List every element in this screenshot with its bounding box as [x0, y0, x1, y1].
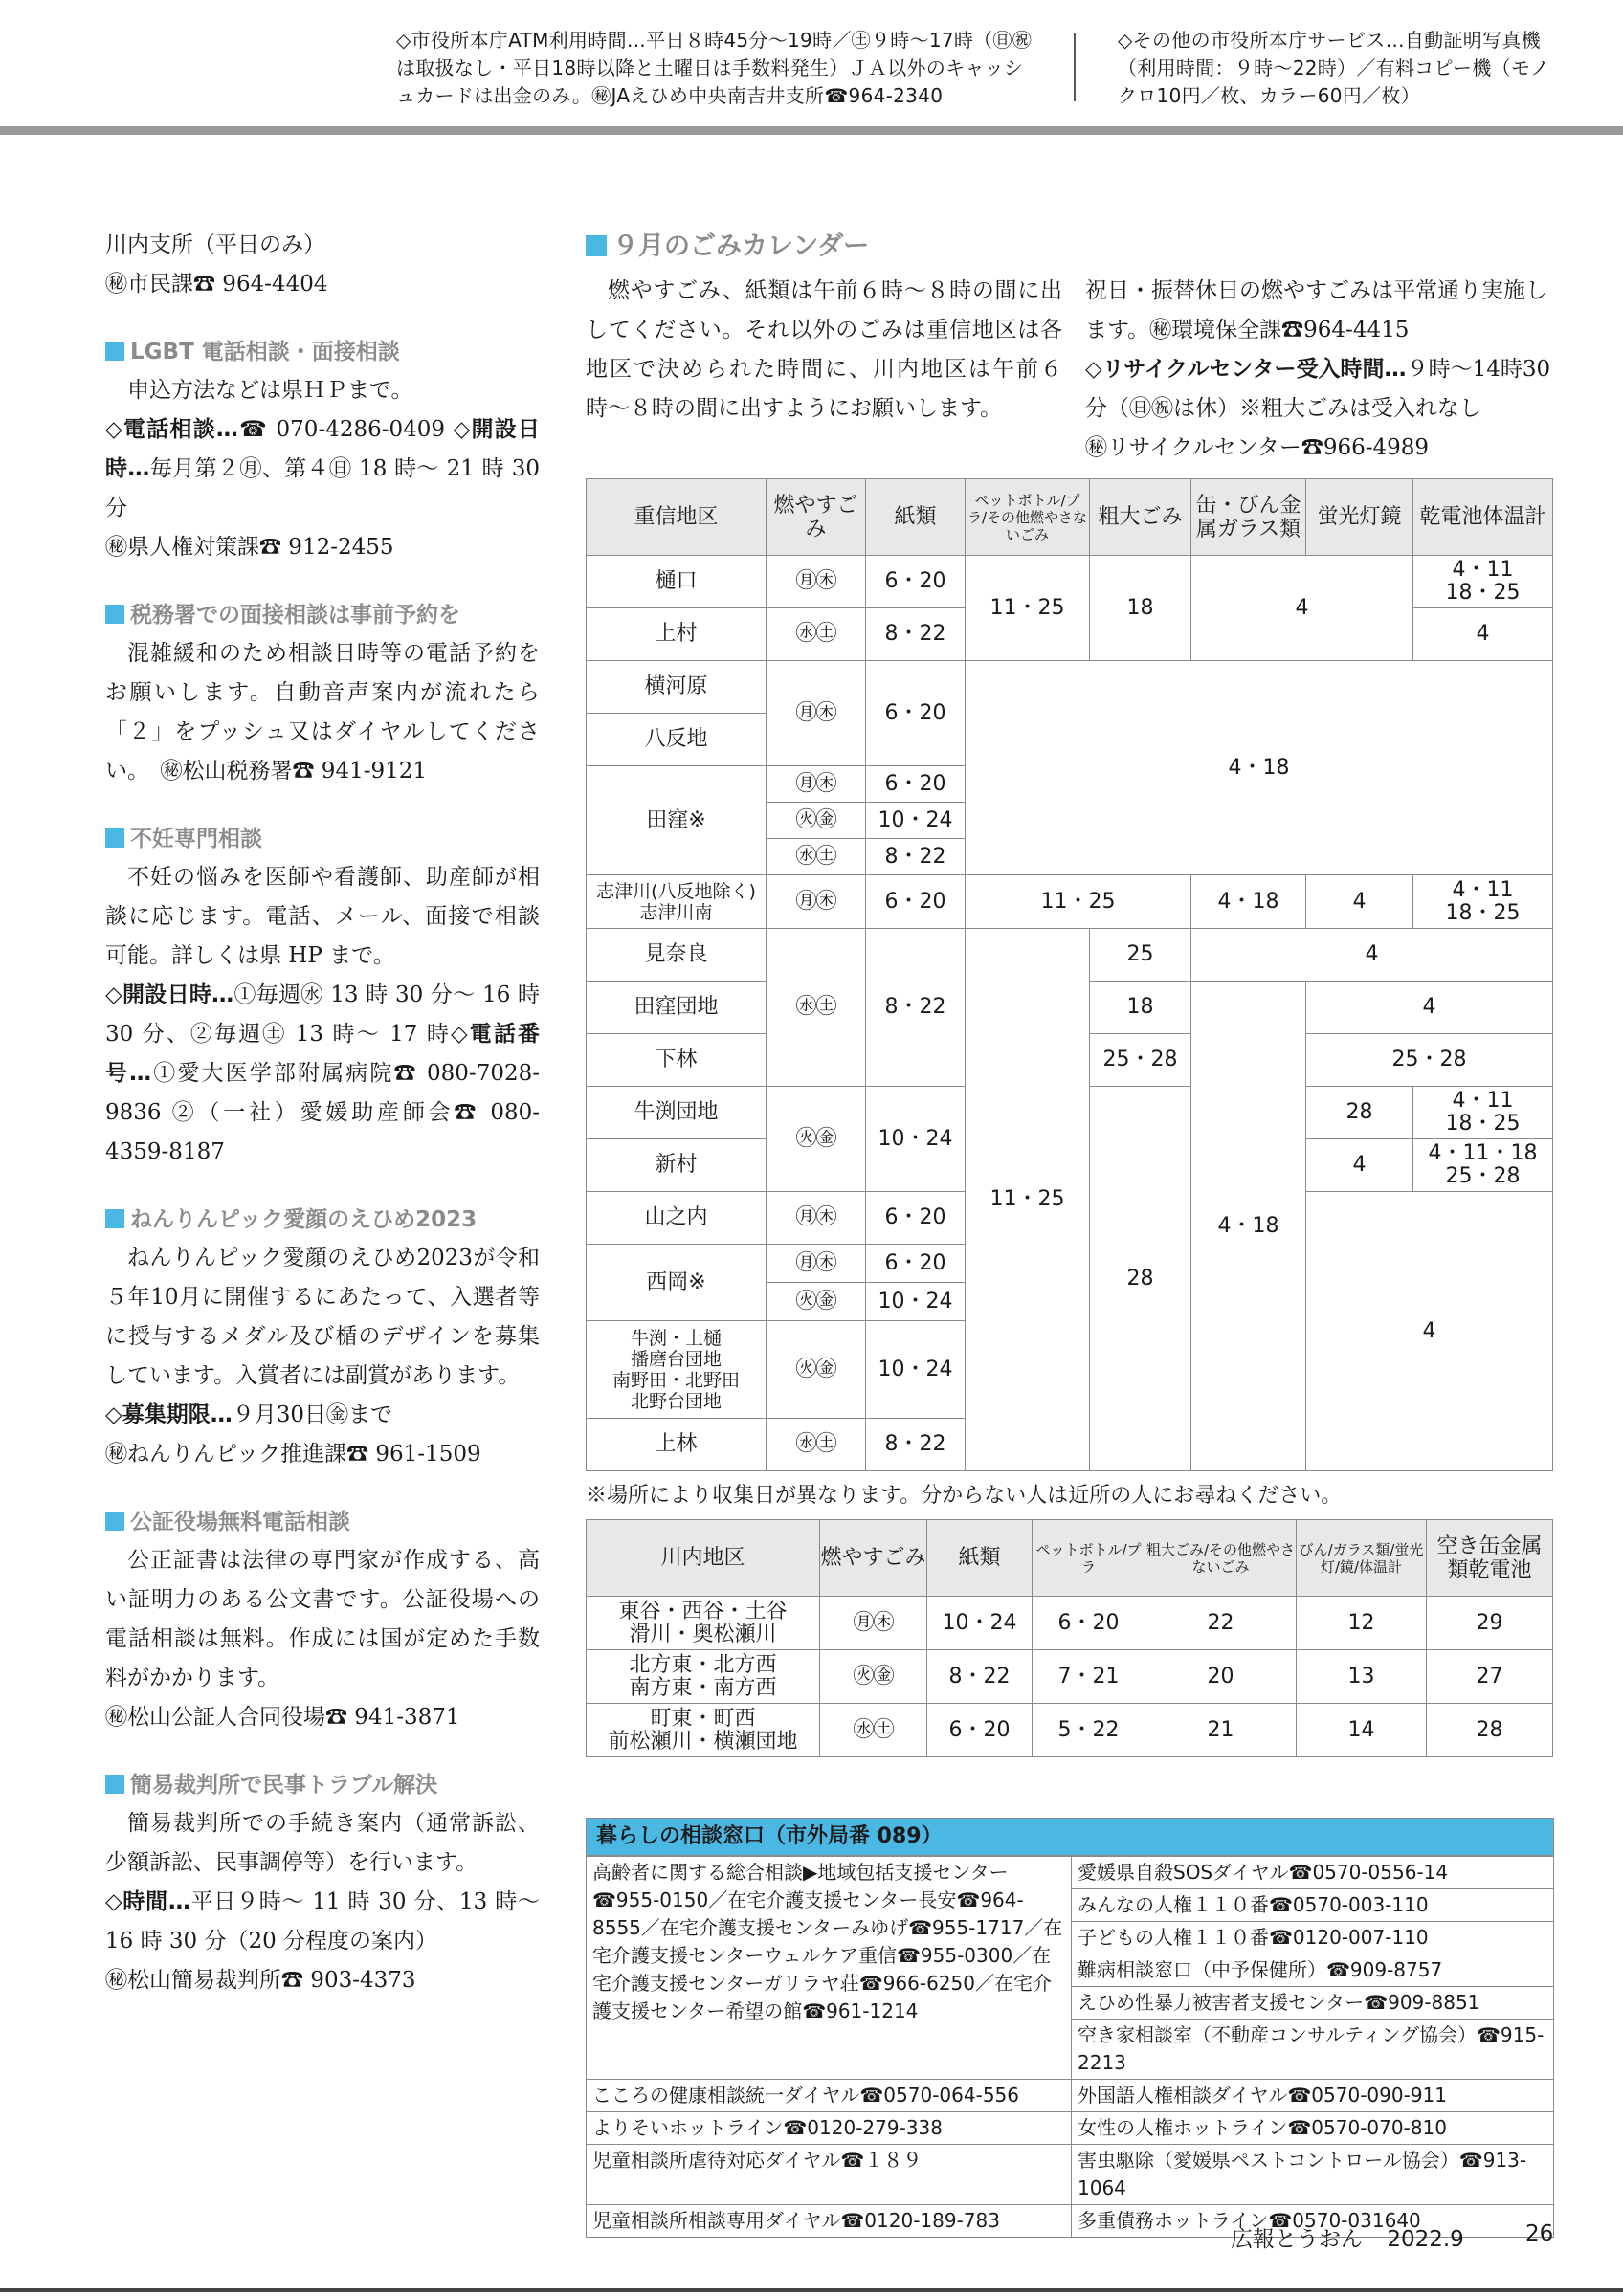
intro-left-text: 燃やすごみ、紙類は午前６時〜８時の間に出してください。それ以外のごみは重信地区は各地区で決められた時間に、川内地区は午前６時〜８時の間に出すようにお願いします。	[586, 278, 1062, 421]
battery-dates: 4・11 18・25	[1413, 556, 1553, 608]
col-header: 燃やすごみ	[820, 1520, 927, 1597]
burnable-days: ㊋㊎	[767, 1283, 866, 1321]
bulky-dates: 21	[1145, 1704, 1297, 1757]
kawauchi-branch-section	[105, 226, 540, 304]
lamp-battery-dates: 25・28	[1306, 1034, 1553, 1087]
area-name: 田窪※	[587, 766, 767, 875]
section-body: ねんりんピック愛顔のえひめ2023が令和５年10月に開催するにあたって、入選者等に授与するメダル及び楯のデザインを募集しています。入賞者には副賞があります。	[105, 1246, 540, 1388]
battery-dates: 4	[1413, 608, 1553, 661]
area-name: 樋口	[587, 556, 767, 608]
pet-dates: 7・21	[1033, 1650, 1145, 1704]
section-heading: 税務署での面接相談は事前予約を	[105, 596, 540, 634]
atm-hours-text: ◇市役所本庁ATM利用時間…平日８時45分〜19時／㊏９時〜17時（㊐㊗は取扱なし・平日18時以降と土曜日は手数料発生）ＪＡ以外のキャッシュカードは出金のみ。㊙JAえひめ中央南吉井支所☎964-2340	[396, 29, 1033, 107]
calendar-intro	[586, 268, 1554, 507]
paper-dates: 8・22	[927, 1650, 1033, 1704]
col-header: 川内地区	[587, 1520, 820, 1597]
paper-dates: 6・20	[866, 1192, 966, 1245]
paper-dates: 10・24	[866, 1087, 966, 1192]
elderly-consult-entry: 高齢者に関する総合相談▶地域包括支援センター☎955-0150／在宅介護支援センター長安☎964-8555／在宅介護支援センターみゆげ☎955-1717／在宅介護支援センターウェルケア重信☎955-0300／在宅介護支援センターガリラヤ荘☎966-6250／在宅介護支援センター希望の館☎961-1214	[587, 1857, 1072, 2080]
section-contact: ㊙松山簡易裁判所☎ 903-4373	[105, 1968, 416, 1993]
table-row	[587, 1597, 1553, 1650]
page-number: 26	[1525, 2221, 1554, 2246]
col-header: 乾電池体温計	[1413, 479, 1553, 556]
section-contact: ㊙ねんりんピック推進課☎ 961-1509	[105, 1442, 481, 1467]
col-header: 粗大ごみ/その他燃やさないごみ	[1145, 1520, 1297, 1597]
burnable-days: ㊌㊏	[767, 608, 866, 661]
burnable-days: ㊋㊎	[767, 1087, 866, 1192]
left-column	[105, 226, 540, 2029]
consult-entry: 難病相談窓口（中予保健所）☎909-8757	[1072, 1954, 1554, 1987]
infertility-section	[105, 820, 540, 1172]
area-name: 牛渕・上樋 播磨台団地 南野田・北野田 北野台団地	[587, 1321, 767, 1419]
can-dates: 4	[1191, 556, 1413, 661]
bulky-dates: 22	[1145, 1597, 1297, 1650]
pet-dates: 6・20	[1033, 1597, 1145, 1650]
burnable-days: ㊋㊎	[767, 803, 866, 839]
paper-dates: 8・22	[866, 839, 966, 875]
table-row	[587, 556, 1553, 608]
can-dates: 28	[1427, 1704, 1553, 1757]
section-body: 不妊の悩みを医師や看護師、助産師が相談に応じます。電話、メール、面接で相談可能。詳しくは県 HP まで。	[105, 865, 540, 968]
col-header: 缶・びん金属ガラス類	[1191, 479, 1306, 556]
bulky-dates: 20	[1145, 1650, 1297, 1704]
area-name: 志津川(八反地除く) 志津川南	[587, 875, 767, 929]
can-dates: 27	[1427, 1650, 1553, 1704]
consult-row	[587, 2080, 1554, 2112]
area-name: 北方東・北方西 南方東・南方西	[587, 1650, 820, 1704]
area-name: 八反地	[587, 714, 767, 766]
square-bullet-icon	[105, 605, 124, 624]
pet-dates: 11・25	[966, 556, 1090, 661]
col-header: ペットボトル/プラ	[1033, 1520, 1145, 1597]
area-name: 牛渕団地	[587, 1087, 767, 1139]
section-body: 混雑緩和のため相談日時等の電話予約をお願いします。自動音声案内が流れたら「２」をプッシュ又はダイヤルしてください。 ㊙松山税務署☎ 941-9121	[105, 641, 540, 784]
pet-bulky-dates: 11・25	[966, 875, 1191, 929]
section-heading: 公証役場無料電話相談	[105, 1503, 540, 1541]
footer-rule	[0, 2288, 1623, 2292]
battery-dates: 4・11 18・25	[1413, 1087, 1553, 1139]
lamp-battery-dates: 4	[1306, 982, 1553, 1034]
pet-dates: 11・25	[966, 929, 1090, 1471]
consult-entry: 害虫駆除（愛媛県ペストコントロール協会）☎913-1064	[1072, 2145, 1554, 2205]
section-detail: ◇開設日時…①毎週㊌ 13 時 30 分〜 16 時 30 分、②毎週㊏ 13 時〜 17 時◇電話番号…①愛大医学部附属病院☎ 080-7028-9836 ②（一社）愛媛助産師会☎ 080-4359-8187	[105, 982, 540, 1164]
lamp-battery-dates: 4	[1306, 1192, 1553, 1471]
other-services-text: ◇その他の市役所本庁サービス…自動証明写真機（利用時間：９時〜22時）／有料コピー機（モノクロ10円／枚、カラー60円／枚）	[1118, 29, 1550, 107]
table-row	[587, 1704, 1553, 1757]
area-name: 山之内	[587, 1192, 767, 1245]
table-row	[587, 875, 1553, 929]
garbage-calendar-section	[586, 226, 1554, 507]
bulky-dates: 25・28	[1090, 1034, 1191, 1087]
section-heading: ねんりんピック愛顔のえひめ2023	[105, 1201, 540, 1239]
consult-entry: 多重債務ホットライン☎0570-031640	[1072, 2205, 1554, 2238]
area-name: 西岡※	[587, 1245, 767, 1321]
consult-entry: 愛媛県自殺SOSダイヤル☎0570-0556-14	[1072, 1857, 1554, 1889]
consult-row	[587, 1857, 1554, 1889]
area-name: 田窪団地	[587, 982, 767, 1034]
area-name: 横河原	[587, 661, 767, 714]
col-header: ペットボトル/プラ/その他燃やさないごみ	[966, 479, 1090, 556]
bin-dates: 13	[1297, 1650, 1427, 1704]
can-dates: 29	[1427, 1597, 1553, 1650]
col-header: 燃やすごみ	[767, 479, 866, 556]
burnable-days: ㊊㊍	[767, 556, 866, 608]
section-heading: 簡易裁判所で民事トラブル解決	[105, 1766, 540, 1804]
notary-section	[105, 1503, 540, 1737]
col-header: 蛍光灯鏡	[1306, 479, 1413, 556]
section-contact: ㊙松山公証人合同役場☎ 941-3871	[105, 1705, 460, 1730]
consultation-table	[586, 1856, 1554, 2238]
consult-entry: 外国語人権相談ダイヤル☎0570-090-911	[1072, 2080, 1554, 2112]
lamp-dates: 4	[1306, 875, 1413, 929]
col-header: 粗大ごみ	[1090, 479, 1191, 556]
calendar-title: ９月のごみカレンダー	[586, 226, 1554, 268]
paper-dates: 10・24	[866, 1283, 966, 1321]
section-heading: LGBT 電話相談・面接相談	[105, 333, 540, 371]
section-heading: 不妊専門相談	[105, 820, 540, 858]
paper-dates: 10・24	[866, 1321, 966, 1419]
consult-entry: 児童相談所相談専用ダイヤル☎0120-189-783	[587, 2205, 1072, 2238]
consult-entry: みんなの人権１１０番☎0570-003-110	[1072, 1889, 1554, 1922]
lamp-dates: 4	[1306, 1139, 1413, 1192]
publication-name: 広報とうおん	[1231, 2227, 1363, 2252]
lamp-dates: 28	[1306, 1087, 1413, 1139]
burnable-days: ㊊㊍	[767, 1245, 866, 1283]
battery-dates: 4・11・18 25・28	[1413, 1139, 1553, 1192]
burnable-days: ㊋㊎	[767, 1321, 866, 1419]
consult-entry: 女性の人権ホットライン☎0570-070-810	[1072, 2112, 1554, 2145]
area-name: 新村	[587, 1139, 767, 1192]
paper-dates: 6・20	[927, 1704, 1033, 1757]
header-rule	[0, 126, 1623, 135]
bulky-dates: 18	[1090, 556, 1191, 661]
paper-dates: 8・22	[866, 1419, 966, 1471]
consult-entry: こころの健康相談統一ダイヤル☎0570-064-556	[587, 2080, 1072, 2112]
section-detail: ◇時間…平日９時〜 11 時 30 分、13 時〜 16 時 30 分（20 分程度の案内）	[105, 1889, 540, 1954]
area-name: 町東・町西 前松瀬川・横瀬団地	[587, 1704, 820, 1757]
summary-court-section	[105, 1766, 540, 2000]
top-info-band	[0, 0, 1623, 124]
bin-dates: 12	[1297, 1597, 1427, 1650]
can-dates: 4・18	[1191, 875, 1306, 929]
table-row	[587, 661, 1553, 714]
square-bullet-icon	[105, 1209, 124, 1228]
bin-dates: 14	[1297, 1704, 1427, 1757]
col-header: 重信地区	[587, 479, 767, 556]
burnable-days: ㊊㊍	[767, 661, 866, 766]
area-name: 見奈良	[587, 929, 767, 982]
intro-right-text: 祝日・振替休日の燃やすごみは平常通り実施します。㊙環境保全課☎964-4415 ◇リサイクルセンター受入時間…９時〜14時30分（㊐㊗は休）※粗大ごみは受入れなし ㊙リサイクルセンター☎966-4989	[1085, 278, 1551, 460]
area-name: 東谷・西谷・土谷 滑川・奥松瀬川	[587, 1597, 820, 1650]
consult-row	[587, 2112, 1554, 2145]
area-name: 上林	[587, 1419, 767, 1471]
kawauchi-branch-label: 川内支所（平日のみ）	[105, 232, 325, 257]
paper-dates: 6・20	[866, 875, 966, 929]
section-detail: ◇電話相談…☎ 070-4286-0409 ◇開設日時…毎月第２㊊、第４㊐ 18 時〜 21 時 30 分	[105, 417, 540, 520]
kawauchi-calendar-table	[586, 1519, 1553, 1757]
calendar-note: ※場所により収集日が異なります。分からない人は近所の人にお尋ねください。	[586, 1484, 1343, 1508]
square-bullet-icon	[105, 828, 124, 848]
paper-dates: 6・20	[866, 766, 966, 803]
burnable-days: ㊌㊏	[767, 1419, 866, 1471]
bulky-dates: 25	[1090, 929, 1191, 982]
square-bullet-icon	[105, 1512, 124, 1531]
consult-entry: えひめ性暴力被害者支援センター☎909-8851	[1072, 1987, 1554, 2020]
can-dates: 4・18	[1191, 982, 1306, 1471]
table-header-row	[587, 1520, 1553, 1597]
burnable-days: ㊋㊎	[820, 1650, 927, 1704]
issue-date: 2022.9	[1387, 2227, 1464, 2252]
section-body: 公正証書は法律の専門家が作成する、高い証明力のある公文書です。公証役場への電話相談は無料。作成には国が定めた手数料がかかります。	[105, 1548, 541, 1690]
lgbt-section	[105, 333, 540, 567]
burnable-days: ㊊㊍	[767, 766, 866, 803]
paper-dates: 8・22	[866, 608, 966, 661]
col-header: びん/ガラス類/蛍光灯/鏡/体温計	[1297, 1520, 1427, 1597]
section-body: 簡易裁判所での手続き案内（通常訴訟、少額訴訟、民事調停等）を行います。	[105, 1811, 540, 1875]
consultation-title: 暮らしの相談窓口（市外局番 089）	[586, 1818, 1554, 1856]
consult-row	[587, 2145, 1554, 2205]
table-row	[587, 929, 1553, 982]
bulky-dates: 18	[1090, 982, 1191, 1034]
burnable-days: ㊌㊏	[767, 929, 866, 1087]
column-divider	[1074, 33, 1076, 101]
consult-entry: 子どもの人権１１０番☎0120-007-110	[1072, 1922, 1554, 1954]
other-dates: 4・18	[966, 661, 1553, 875]
kawauchi-branch-contact: ㊙市民課☎ 964-4404	[105, 272, 328, 297]
tax-office-section	[105, 596, 540, 791]
square-bullet-icon	[105, 342, 124, 361]
burnable-days: ㊊㊍	[767, 1192, 866, 1245]
consult-entry: 空き家相談室（不動産コンサルティング協会）☎915-2213	[1072, 2020, 1554, 2080]
nenrin-pic-section	[105, 1201, 540, 1474]
pet-dates: 5・22	[1033, 1704, 1145, 1757]
col-header: 空き缶金属類乾電池	[1427, 1520, 1553, 1597]
consult-entry: よりそいホットライン☎0120-279-338	[587, 2112, 1072, 2145]
col-header: 紙類	[866, 479, 966, 556]
consult-entry: 児童相談所虐待対応ダイヤル☎１８９	[587, 2145, 1072, 2205]
paper-dates: 6・20	[866, 1245, 966, 1283]
burnable-days: ㊌㊏	[767, 839, 866, 875]
burnable-days: ㊊㊍	[820, 1597, 927, 1650]
table-header-row	[587, 479, 1553, 556]
paper-dates: 10・24	[866, 803, 966, 839]
paper-dates: 10・24	[927, 1597, 1033, 1650]
paper-dates: 6・20	[866, 556, 966, 608]
section-contact: ㊙県人権対策課☎ 912-2455	[105, 535, 394, 560]
table-row	[587, 1650, 1553, 1704]
battery-dates: 4・11 18・25	[1413, 875, 1553, 929]
burnable-days: ㊌㊏	[820, 1704, 927, 1757]
paper-dates: 8・22	[866, 929, 966, 1087]
burnable-days: ㊊㊍	[767, 875, 866, 929]
consultation-directory	[586, 1818, 1554, 2238]
page-footer	[1231, 2221, 1481, 2253]
area-name: 上村	[587, 608, 767, 661]
section-detail: ◇募集期限…９月30日㊎まで	[105, 1402, 392, 1427]
paper-dates: 6・20	[866, 661, 966, 766]
col-header: 紙類	[927, 1520, 1033, 1597]
area-name: 下林	[587, 1034, 767, 1087]
square-bullet-icon	[586, 235, 607, 256]
shigenobu-calendar-table	[586, 478, 1553, 1471]
other-dates: 4	[1191, 929, 1553, 982]
bulky-dates: 28	[1090, 1087, 1191, 1471]
square-bullet-icon	[105, 1775, 124, 1794]
section-body: 申込方法などは県ＨＰまで。	[127, 378, 413, 403]
